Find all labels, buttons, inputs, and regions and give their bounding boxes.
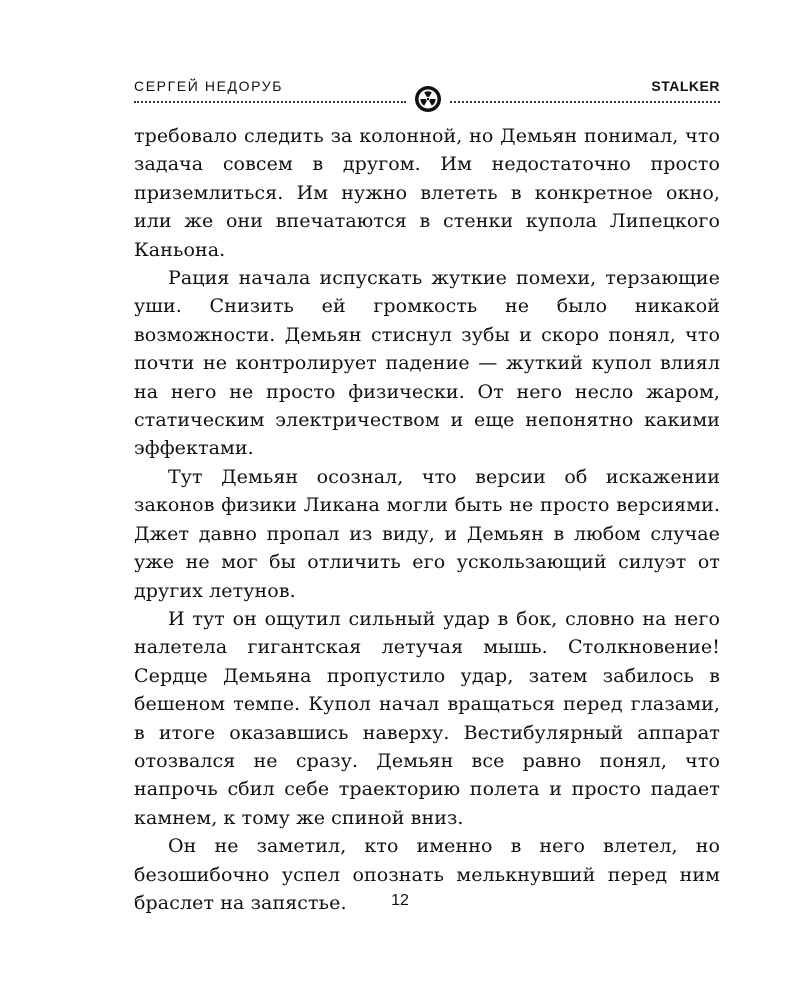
series-title: STALKER (651, 78, 720, 94)
page-number: 12 (391, 892, 409, 909)
paragraph: Тут Демьян осознал, что версии об искажении законов физики Ликана могли быть не просто версиями. Джет давно пропал из виду, и Демьян в любом случае уже не мог бы отличить его ускользающий силуэт от других летунов. (134, 465, 720, 602)
body-text (134, 122, 720, 917)
paragraph: требовало следить за колонной, но Демьян понимал, что задача совсем в другом. Им недостаточно просто приземлиться. Им нужно влететь в конкретное окно, или же они впечатаются в стенки купола Липецкого Каньона. (134, 125, 720, 261)
radiation-icon (413, 84, 443, 114)
paragraph: И тут он ощутил сильный удар в бок, словно на него налетела гигантская летучая мышь. Столкновение! Сердце Демьяна пропустило удар, затем забилось в бешеном темпе. Купол начал вращаться перед глазами, в итоге оказавшись наверху. Вестибулярный аппарат отозвался не сразу. Демьян все равно понял, что напрочь сбил себе траекторию полета и просто падает камнем, к тому же спиной вниз. (134, 607, 720, 829)
header-dotted-rule-left (134, 101, 406, 103)
running-header (134, 76, 720, 110)
paragraph: Рация начала испускать жуткие помехи, терзающие уши. Снизить ей громкость не было никакой возможности. Демьян стиснул зубы и скоро понял, что почти не контролирует падение — жуткий купол влиял на него не просто физически. От него несло жаром, статическим электричеством и еще непонятно какими эффектами. (134, 267, 720, 460)
paragraph: Он не заметил, кто именно в него влетел, но безошибочно успел опознать мелькнувший перед ним браслет на запястье. (134, 835, 720, 914)
author-name: СЕРГЕЙ НЕДОРУБ (134, 78, 283, 94)
header-dotted-rule-right (450, 101, 720, 103)
